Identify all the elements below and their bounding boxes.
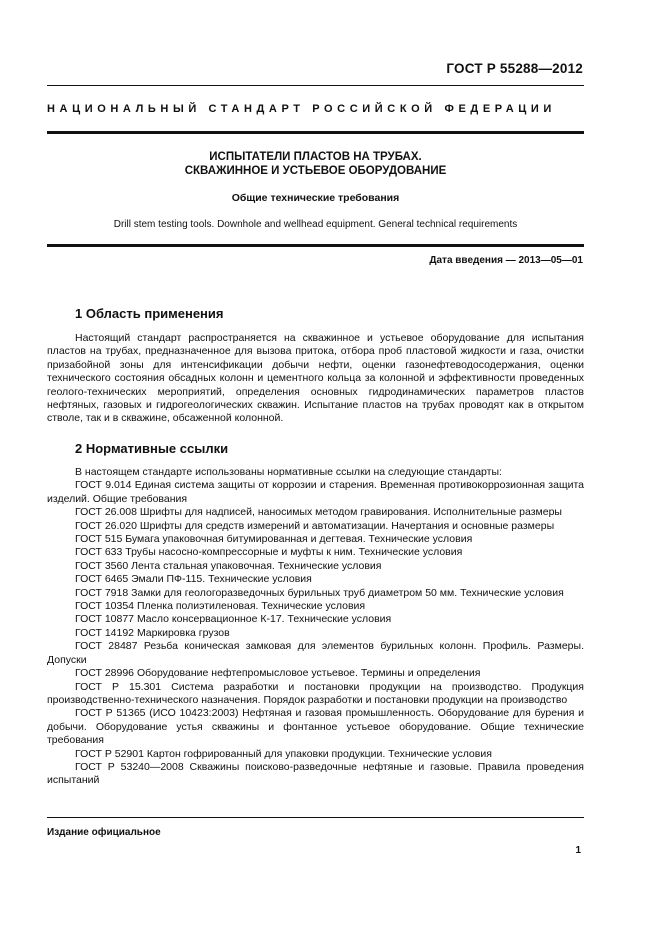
list-item: ГОСТ Р 15.301 Система разработки и постановки продукции на производство. Продукция производственно-технического назначения. Порядок разработки и постановки продукции на производство xyxy=(47,680,584,706)
list-item: ГОСТ 633 Трубы насосно-компрессорные и муфты к ним. Технические условия xyxy=(75,546,463,559)
title-thick-rule xyxy=(47,244,584,247)
doc-title-english: Drill stem testing tools. Downhole and wellhead equipment. General technical requirements xyxy=(113,219,518,230)
list-item: ГОСТ 26.020 Шрифты для средств измерений и автоматизации. Начертания и основные размеры xyxy=(75,519,555,532)
section-2-heading: 2 Нормативные ссылки xyxy=(75,441,229,456)
list-item: ГОСТ 7918 Замки для геологоразведочных бурильных труб диаметром 50 мм. Технические условия xyxy=(75,586,564,599)
list-item: ГОСТ 6465 Эмали ПФ-115. Технические условия xyxy=(75,573,312,586)
introduction-date: Дата введения — 2013—05—01 xyxy=(429,255,583,266)
doc-title-line1: ИСПЫТАТЕЛИ ПЛАСТОВ НА ТРУБАХ. xyxy=(209,151,422,163)
section-1-text: Настоящий стандарт распространяется на скважинное и устьевое оборудование для испытания пластов на трубах, предназначенное для вызова притока, отбора проб пластовой жидкости и газа, очистки призабойной зоны для интенсификации добычи нефти, оценки газонефтеводосодержания, оценки технического состояния обсадных колонн и цементного кольца за колонной и эффективности проведенных геолого-технических мероприятий, определения основных гидродинамических параметров пластов нефтяных, газовых и гидрогеологических скважин. Испытание пластов на трубах проводят как в открытом стволе, так и в скважине, обсаженной колонной. xyxy=(47,332,584,425)
page-number: 1 xyxy=(575,845,581,856)
list-item: ГОСТ 10877 Масло консервационное К-17. Технические условия xyxy=(75,613,392,626)
list-item: ГОСТ 3560 Лента стальная упаковочная. Технические условия xyxy=(75,559,382,572)
list-item: ГОСТ 26.008 Шрифты для надписей, наносимых методом гравирования. Исполнительные размеры xyxy=(75,506,562,519)
normative-references-list xyxy=(47,466,584,788)
footer-rule xyxy=(47,817,584,818)
list-item: ГОСТ Р 51365 (ИСО 10423:2003) Нефтяная и газовая промышленность. Оборудование для бурения и добычи. Оборудование устья скважины и фонтанное устьевое оборудование. Общие технические требования xyxy=(47,707,584,747)
list-item: ГОСТ 28487 Резьба коническая замковая для элементов бурильных колонн. Профиль. Размеры. Допуски xyxy=(47,640,584,666)
list-item: ГОСТ 28996 Оборудование нефтепромысловое устьевое. Термины и определения xyxy=(75,667,481,680)
official-edition-label: Издание официальное xyxy=(47,827,161,838)
standard-code: ГОСТ Р 55288—2012 xyxy=(446,61,583,76)
header-thick-rule xyxy=(47,131,584,134)
list-item: ГОСТ 14192 Маркировка грузов xyxy=(75,626,230,639)
list-item: ГОСТ 9.014 Единая система защиты от коррозии и старения. Временная противокоррозионная защита изделий. Общие требования xyxy=(47,479,584,505)
section-1-heading: 1 Область применения xyxy=(75,306,224,321)
doc-title-line2: СКВАЖИННОЕ И УСТЬЕВОЕ ОБОРУДОВАНИЕ xyxy=(184,165,447,177)
list-item: ГОСТ 515 Бумага упаковочная битумированная и дегтевая. Технические условия xyxy=(75,533,473,546)
doc-subtitle: Общие технические требования xyxy=(231,192,400,204)
header-rule xyxy=(47,85,584,86)
list-item: В настоящем стандарте использованы нормативные ссылки на следующие стандарты: xyxy=(75,466,502,478)
list-item: ГОСТ Р 52901 Картон гофрированный для упаковки продукции. Технические условия xyxy=(75,747,492,760)
list-item: ГОСТ 10354 Пленка полиэтиленовая. Технические условия xyxy=(75,600,366,613)
national-standard-label: НАЦИОНАЛЬНЫЙ СТАНДАРТ РОССИЙСКОЙ ФЕДЕРАЦИИ xyxy=(47,103,556,115)
list-item: ГОСТ Р 53240—2008 Скважины поисково-разведочные нефтяные и газовые. Правила проведения испытаний xyxy=(47,760,584,787)
